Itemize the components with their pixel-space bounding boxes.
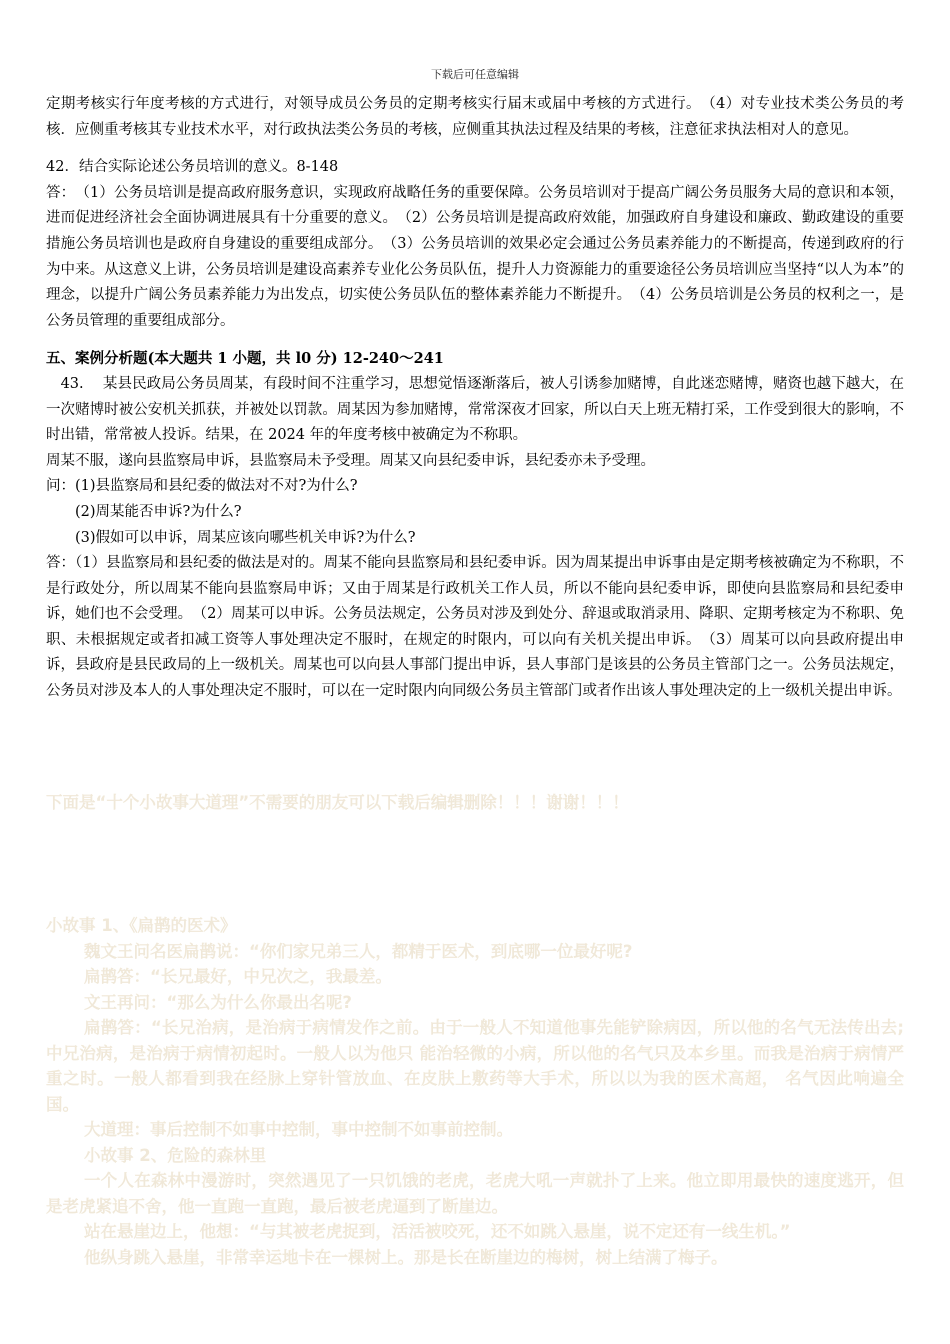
story-2-line-3: 他纵身跳入悬崖，非常幸运地卡在一棵树上。那是长在断崖边的梅树，树上结满了梅子。 (84, 1247, 728, 1267)
question-2: (2)周某能否申诉?为什么? (46, 503, 242, 520)
page-header: 下载后可任意编辑 (431, 68, 519, 81)
story-1-moral: 大道理：事后控制不如事中控制，事中控制不如事前控制。 (84, 1120, 513, 1139)
case-43: 43. 某县民政局公务员周某，有段时间不注重学习，思想觉悟逐渐落后，被人引诱参加赌博，自此迷恋赌博，赌资也越下越大，在一次赌博时被公安机关抓获，并被处以罚款。周某因为参加赌博，常常深夜才回家，所以白天上班无精打采，工作受到很大的影响，不时出错，常常被人投诉。结果，在 2024 年的年度考核中被确定为不称职。 (46, 375, 904, 444)
story-2-line-2: 站在悬崖边上，他想：“与其被老虎捉到，活活被咬死，还不如跳入悬崖，说不定还有一线生机。” (84, 1222, 791, 1241)
story-1-line-2: 扁鹊答：“长兄最好，中兄次之，我最差。 (84, 967, 392, 986)
story-2-line-1: 一个人在森林中漫游时，突然遇见了一只饥饿的老虎，老虎大吼一声就扑了上来。他立即用最快的速度逃开，但是老虎紧追不舍，他一直跑一直跑，最后被老虎逼到了断崖边。 (46, 1171, 904, 1216)
faint-notice: 下面是“十个小故事大道理”不需要的朋友可以下载后编辑删除！！！谢谢！！！ (46, 793, 629, 812)
answer-43: 答：（1）县监察局和县纪委的做法是对的。周某不能向县监察局和县纪委申诉。因为周某提出申诉事由是定期考核被确定为不称职，不是行政处分，所以周某不能向县监察局申诉；又由于周某是行政机关工作人员，所以不能向县纪委申诉，即使向县监察局和县纪委申诉，她们也不会受理。 （2）周某可以申诉。公务员法规定，公务员对涉及到处分、辞退或取消录用、降职、定期考核定为不称职、免职、未根据规定或者扣减工资等人事处理决定不服时，在规定的时限内，可以向有关机关提出申诉。 （3）周某可以向县政府提出申诉，县政府是县民政局的上一级机关。周某也可以向县人事部门提出申诉，县人事部门是该县的公务员主管部门之一。公务员法规定，公务员对涉及本人的人事处理决定不服时，可以在一定时限内向同级公务员主管部门或者作出该人事处理决定的上一级机关提出申诉。 (46, 555, 904, 700)
case-43-continued: 周某不服，遂向县监察局申诉，县监察局未予受理。周某又向县纪委申诉，县纪委亦未予受理。 (46, 452, 655, 469)
story-1-line-1: 魏文王问名医扁鹊说：“你们家兄弟三人，都精于医术，到底哪一位最好呢? (84, 941, 633, 961)
question-42: 42．结合实际论述公务员培训的意义。8-148 (46, 159, 339, 176)
main-text (46, 92, 904, 705)
answer-42: 答： （1）公务员培训是提高政府服务意识，实现政府战略任务的重要保障。公务员培训对于提高广阔公务员服务大局的意识和本领，进而促进经济社会全面协调进展具有十分重要的意义。 （2）公务员培训是提高政府效能，加强政府自身建设和廉政、勤政建设的重要措施公务员培训也是政府自身建设的重要组成部分。 （3）公务员培训的效果必定会通过公务员素养能力的不断提高，传递到政府的行为中来。从这意义上讲，公务员培训是建设高素养专业化公务员队伍，提升人力资源能力的重要途径公务员培训应当坚持“以人为本”的理念，以提升广阔公务员素养能力为出发点，切实使公务员队伍的整体素养能力不断提升。 （4）公务员培训是公务员的权利之一，是公务员管理的重要组成部分。 (46, 184, 904, 329)
paragraph-assessment: 定期考核实行年度考核的方式进行，对领导成员公务员的定期考核实行届末或届中考核的方式进行。 （4）对专业技术类公务员的考核．应侧重考核其专业技术水平，对行政执法类公务员的考核，应侧重其执法过程及结果的考核，注意征求执法相对人的意见。 (46, 96, 904, 138)
question-3: (3)假如可以申诉，周某应该向哪些机关申诉?为什么? (46, 529, 416, 546)
story-1-line-4: 扁鹊答：“长兄治病，是治病于病情发作之前。由于一般人不知道他事先能铲除病因，所以他的名气无法传出去;中兄治病，是治病于病情初起时。一般人以为他只 能治轻微的小病，所以他的名气只及本乡里。而我是治病于病情严重之时。一般人都看到我在经脉上穿针管放血、在皮肤上敷药等大手术，所以以为我的医术高超， 名气因此响遍全国。 (46, 1018, 904, 1114)
stories-block (46, 913, 904, 1270)
story-1-line-3: 文王再问：“那么为什么你最出名呢? (84, 992, 352, 1012)
story-1-title: 小故事 1、《扁鹊的医术》 (46, 916, 237, 935)
question-1: 问：(1)县监察局和县纪委的做法对不对?为什么? (46, 478, 358, 495)
section-heading-case: 五、案例分析题(本大题共 1 小题，共 l0 分) 12-240～241 (46, 350, 444, 368)
story-2-title: 小故事 2、危险的森林里 (84, 1145, 267, 1165)
